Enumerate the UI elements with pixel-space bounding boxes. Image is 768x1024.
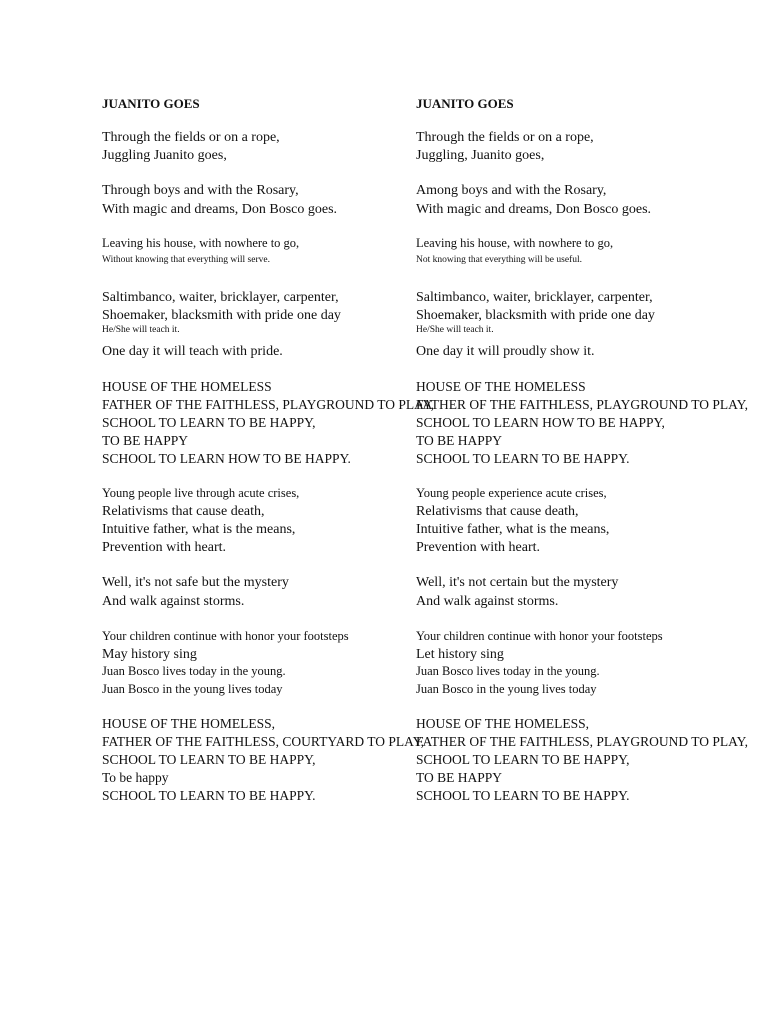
verse-line: Your children continue with honor your footsteps xyxy=(102,629,349,643)
chorus-line: FATHER OF THE FAITHLESS, COURTYARD TO PLAY, xyxy=(102,734,424,749)
chorus-line: SCHOOL TO LEARN TO BE HAPPY. xyxy=(102,788,316,803)
verse-line: Juggling Juanito goes, xyxy=(102,148,227,163)
chorus-line: HOUSE OF THE HOMELESS, xyxy=(102,716,276,731)
verse-line-small: Without knowing that everything will serve. xyxy=(102,255,270,265)
verse-line: Well, it's not certain but the mystery xyxy=(416,575,619,590)
chorus-line: FATHER OF THE FAITHLESS, PLAYGROUND TO PLAY, xyxy=(416,734,749,749)
verse-line-small: He/She will teach it. xyxy=(102,325,180,335)
verse-line: Juan Bosco in the young lives today xyxy=(416,682,597,696)
verse-line: Intuitive father, what is the means, xyxy=(416,522,610,537)
verse-line: Leaving his house, with nowhere to go, xyxy=(102,236,300,250)
chorus-line: SCHOOL TO LEARN HOW TO BE HAPPY, xyxy=(416,415,665,430)
verse-line: Through the fields or on a rope, xyxy=(102,130,280,145)
chorus-line: FATHER OF THE FAITHLESS, PLAYGROUND TO PLAY, xyxy=(416,397,749,412)
verse-line: Through boys and with the Rosary, xyxy=(102,183,299,198)
verse-line: And walk against storms. xyxy=(416,594,559,609)
verse-line: Juan Bosco in the young lives today xyxy=(102,682,283,696)
chorus-line: SCHOOL TO LEARN TO BE HAPPY. xyxy=(416,451,630,466)
chorus-line: SCHOOL TO LEARN TO BE HAPPY, xyxy=(416,752,630,767)
verse-line: With magic and dreams, Don Bosco goes. xyxy=(102,202,338,217)
verse-line: Through the fields or on a rope, xyxy=(416,130,594,145)
verse-line: Young people experience acute crises, xyxy=(416,486,607,500)
verse-line: Prevention with heart. xyxy=(102,540,227,555)
chorus-line: SCHOOL TO LEARN TO BE HAPPY. xyxy=(416,788,630,803)
verse-line: Prevention with heart. xyxy=(416,540,541,555)
chorus-line: HOUSE OF THE HOMELESS xyxy=(102,379,272,394)
verse-line-small: He/She will teach it. xyxy=(416,325,494,335)
verse-line: Relativisms that cause death, xyxy=(102,504,265,519)
chorus-line: SCHOOL TO LEARN HOW TO BE HAPPY. xyxy=(102,451,351,466)
verse-line: Leaving his house, with nowhere to go, xyxy=(416,236,614,250)
chorus-line: HOUSE OF THE HOMELESS xyxy=(416,379,586,394)
verse-line-small: Not knowing that everything will be useful. xyxy=(416,255,582,265)
verse-line: Relativisms that cause death, xyxy=(416,504,579,519)
chorus-line: To be happy xyxy=(102,770,169,785)
verse-line: May history sing xyxy=(102,647,197,662)
verse-line: Let history sing xyxy=(416,647,504,662)
chorus-line: TO BE HAPPY xyxy=(416,770,503,785)
verse-line: With magic and dreams, Don Bosco goes. xyxy=(416,202,652,217)
verse-line: Juan Bosco lives today in the young. xyxy=(102,664,286,678)
verse-line: Shoemaker, blacksmith with pride one day xyxy=(102,308,341,323)
verse-line: One day it will proudly show it. xyxy=(416,344,595,359)
verse-line: Your children continue with honor your footsteps xyxy=(416,629,663,643)
verse-line: Saltimbanco, waiter, bricklayer, carpenter, xyxy=(416,290,653,305)
verse-line: Juan Bosco lives today in the young. xyxy=(416,664,600,678)
song-title: JUANITO GOES xyxy=(416,96,514,111)
chorus-line: HOUSE OF THE HOMELESS, xyxy=(416,716,590,731)
song-title: JUANITO GOES xyxy=(102,96,200,111)
verse-line: Saltimbanco, waiter, bricklayer, carpenter, xyxy=(102,290,339,305)
chorus-line: TO BE HAPPY xyxy=(102,433,189,448)
chorus-line: SCHOOL TO LEARN TO BE HAPPY, xyxy=(102,752,316,767)
chorus-line: TO BE HAPPY xyxy=(416,433,503,448)
verse-line: Intuitive father, what is the means, xyxy=(102,522,296,537)
chorus-line: SCHOOL TO LEARN TO BE HAPPY, xyxy=(102,415,316,430)
verse-line: One day it will teach with pride. xyxy=(102,344,283,359)
verse-line: Shoemaker, blacksmith with pride one day xyxy=(416,308,655,323)
verse-line: Well, it's not safe but the mystery xyxy=(102,575,289,590)
verse-line: Juggling, Juanito goes, xyxy=(416,148,545,163)
verse-line: And walk against storms. xyxy=(102,594,245,609)
verse-line: Young people live through acute crises, xyxy=(102,486,300,500)
chorus-line: FATHER OF THE FAITHLESS, PLAYGROUND TO PLAY, xyxy=(102,397,435,412)
verse-line: Among boys and with the Rosary, xyxy=(416,183,607,198)
